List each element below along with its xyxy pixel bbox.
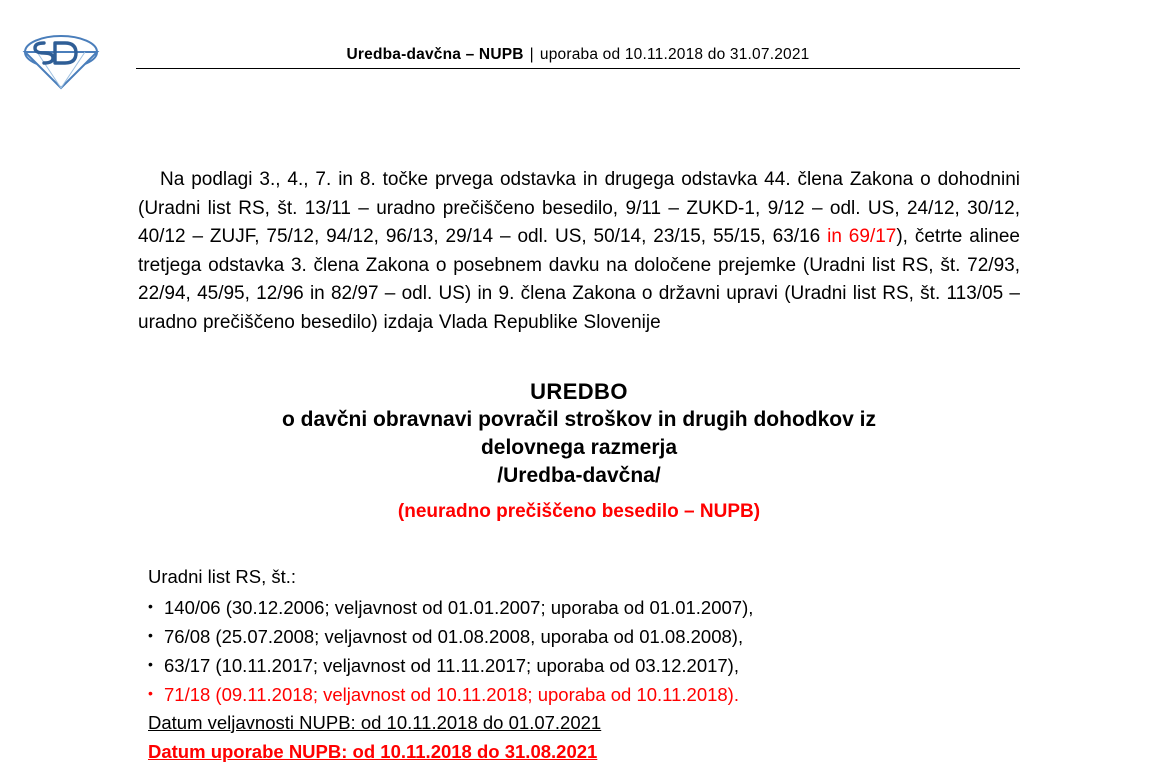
gazette-item-text: 63/17 (10.11.2017; veljavnost od 11.11.2017; uporaba od 03.12.2017), (164, 655, 739, 676)
header-doc-title: Uredba-davčna – NUPB (346, 46, 524, 63)
validity-section (148, 708, 1028, 766)
intro-part-2: ), četrte alinee tretjega odstavka 3. člena Zakona o posebnem davku na določene prejemke (Uradni list RS, št. 72/93, 22/94, 45/95, 12/96 in 82/97 – odl. US) in 9. člena Zakona o državni upravi (Uradni list RS, št. 113/05 – uradno prečiščeno besedilo) izdaja Vlada Republike Slovenije (138, 226, 1020, 333)
header-title-line (136, 46, 1020, 64)
sd-diamond-logo (22, 32, 100, 92)
title-subtitle: (neuradno prečiščeno besedilo – NUPB) (397, 501, 761, 522)
list-item (148, 651, 1028, 680)
intro-paragraph (138, 166, 1020, 337)
usage-nupb-line: Datum uporabe NUPB: od 10.11.2018 do 31.08.2021 (148, 741, 598, 762)
list-item (148, 622, 1028, 651)
header-separator: | (529, 46, 534, 63)
gazette-section (148, 562, 1028, 709)
title-line-3: delovnega razmerja (480, 436, 678, 459)
gazette-item-text: 76/08 (25.07.2008; veljavnost od 01.08.2008, uporaba od 01.08.2008), (164, 626, 744, 647)
validity-nupb-line: Datum veljavnosti NUPB: od 10.11.2018 do 01.07.2021 (148, 712, 602, 733)
intro-highlight: in 69/17 (827, 226, 897, 247)
title-line-4: /Uredba-davčna/ (497, 464, 661, 487)
title-line-1: UREDBO (530, 379, 628, 404)
list-item (148, 593, 1028, 622)
list-item (148, 680, 1028, 709)
gazette-label: Uradni list RS, št.: (148, 566, 297, 587)
intro-part-1: Na podlagi 3., 4., 7. in 8. točke prvega odstavka in drugega odstavka 44. člena Zakona o dohodnini (Uradni list RS, št. 13/11 – uradno prečiščeno besedilo, 9/11 – ZUKD-1, 9/12 – odl. US, 24/12, 30/12, 40/12 – ZUJF, 75/12, 94/12, 96/13, 29/14 – odl. US, 50/14, 23/15, 55/15, 63/16 (138, 169, 1020, 247)
title-line-2: o davčni obravnavi povračil stroškov in drugih dohodkov iz (282, 408, 876, 431)
gazette-item-text: 140/06 (30.12.2006; veljavnost od 01.01.2007; uporaba od 01.01.2007), (164, 597, 754, 618)
page-header (0, 30, 1157, 80)
document-title-block (138, 378, 1020, 526)
gazette-list (148, 593, 1028, 709)
gazette-item-text: 71/18 (09.11.2018; veljavnost od 10.11.2018; uporaba od 10.11.2018). (164, 684, 739, 705)
header-usage-range: uporaba od 10.11.2018 do 31.07.2021 (539, 46, 810, 63)
header-divider (136, 68, 1020, 69)
